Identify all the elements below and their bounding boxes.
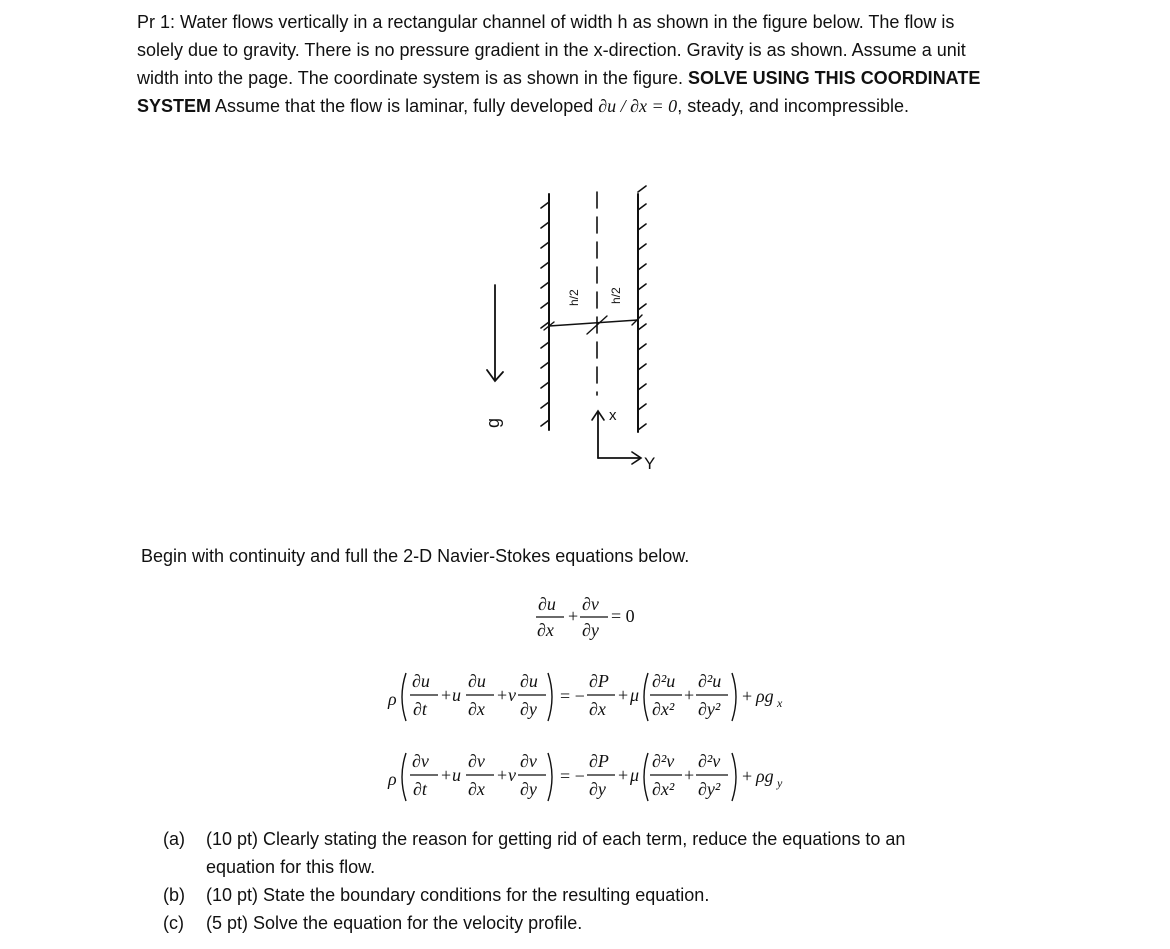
svg-text:∂y: ∂y	[582, 620, 599, 640]
svg-text:∂²u: ∂²u	[698, 671, 722, 691]
question-b	[163, 881, 905, 909]
half-width-label-right: h/2	[609, 287, 623, 304]
question-text-continued: equation for this flow.	[206, 857, 376, 877]
question-c	[163, 909, 905, 937]
problem-line-1: Pr 1: Water flows vertically in a rectangular channel of width h as shown in the figure below. The flow is	[137, 12, 955, 32]
svg-text:+: +	[742, 766, 753, 786]
width-dimension	[549, 320, 638, 326]
left-wall-hatching	[541, 202, 549, 426]
svg-text:= −: = −	[560, 766, 585, 786]
svg-text:+: +	[497, 685, 508, 705]
problem-statement	[137, 8, 1037, 120]
svg-text:+: +	[618, 765, 629, 785]
svg-text:ρ: ρ	[388, 689, 397, 709]
svg-text:u: u	[452, 765, 461, 785]
svg-text:+: +	[684, 765, 695, 785]
channel-figure	[470, 180, 700, 480]
svg-text:∂v: ∂v	[412, 751, 429, 771]
question-text: (5 pt) Solve the equation for the velocity profile.	[206, 913, 583, 933]
question-label: (c)	[163, 913, 184, 933]
svg-text:y: y	[777, 776, 783, 790]
problem-line-2: solely due to gravity. There is no pressure gradient in the x-direction. Gravity is as shown. Assume a unit	[137, 40, 966, 60]
svg-text:= 0: = 0	[611, 606, 635, 626]
svg-text:= −: = −	[560, 686, 585, 706]
problem-line-4-text: Assume that the flow is laminar, fully developed	[215, 96, 594, 116]
problem-line-3	[137, 64, 1037, 92]
problem-line-4-bold: SYSTEM	[137, 96, 212, 116]
svg-text:ρg: ρg	[756, 766, 774, 786]
svg-text:+: +	[441, 685, 452, 705]
svg-text:μ: μ	[630, 685, 640, 705]
problem-line-4-end: , steady, and incompressible.	[677, 96, 909, 116]
svg-text:∂x: ∂x	[468, 699, 485, 719]
question-text: (10 pt) Clearly stating the reason for getting rid of each term, reduce the equations to an	[206, 829, 906, 849]
right-wall-hatching	[638, 186, 646, 430]
fully-developed-condition: ∂u / ∂x = 0	[598, 96, 678, 116]
x-momentum-equation	[384, 665, 804, 735]
svg-text:∂²v: ∂²v	[652, 751, 675, 771]
question-label: (b)	[163, 885, 185, 905]
svg-text:∂x: ∂x	[589, 699, 606, 719]
question-text: (10 pt) State the boundary conditions for the resulting equation.	[206, 885, 710, 905]
problem-line-4	[137, 92, 1037, 120]
svg-text:+: +	[568, 606, 579, 626]
svg-text:∂x: ∂x	[468, 779, 485, 799]
svg-text:v: v	[508, 685, 516, 705]
svg-text:x: x	[777, 696, 783, 710]
svg-text:ρg: ρg	[756, 686, 774, 706]
svg-text:∂v: ∂v	[582, 594, 599, 614]
svg-text:u: u	[452, 685, 461, 705]
y-axis-label: Y	[644, 454, 656, 473]
svg-text:μ: μ	[630, 765, 640, 785]
x-axis-label: x	[609, 407, 617, 424]
question-list	[163, 825, 905, 937]
svg-text:∂y: ∂y	[520, 779, 537, 799]
svg-text:+: +	[497, 765, 508, 785]
svg-text:∂²v: ∂²v	[698, 751, 721, 771]
svg-text:v: v	[508, 765, 516, 785]
svg-text:∂u: ∂u	[538, 594, 556, 614]
svg-text:∂x²: ∂x²	[652, 699, 675, 719]
svg-text:∂P: ∂P	[589, 671, 609, 691]
question-a	[163, 825, 905, 881]
svg-text:∂u: ∂u	[468, 671, 486, 691]
svg-text:∂y: ∂y	[520, 699, 537, 719]
svg-text:∂t: ∂t	[413, 779, 427, 799]
svg-text:∂v: ∂v	[468, 751, 485, 771]
svg-text:∂y: ∂y	[589, 779, 606, 799]
svg-text:∂y²: ∂y²	[698, 699, 721, 719]
svg-text:∂x: ∂x	[537, 620, 554, 640]
svg-text:∂x²: ∂x²	[652, 779, 675, 799]
svg-text:∂u: ∂u	[520, 671, 538, 691]
svg-text:∂²u: ∂²u	[652, 671, 676, 691]
svg-text:∂u: ∂u	[412, 671, 430, 691]
question-label: (a)	[163, 829, 185, 849]
svg-text:∂P: ∂P	[589, 751, 609, 771]
svg-text:∂y²: ∂y²	[698, 779, 721, 799]
svg-text:+: +	[684, 685, 695, 705]
problem-line-3-text: width into the page. The coordinate system is as shown in the figure.	[137, 68, 683, 88]
gravity-label: g	[483, 417, 503, 428]
problem-line-3-bold: SOLVE USING THIS COORDINATE	[688, 68, 981, 88]
svg-text:∂v: ∂v	[520, 751, 537, 771]
y-momentum-equation	[384, 745, 804, 815]
svg-text:∂t: ∂t	[413, 699, 427, 719]
svg-text:+: +	[742, 686, 753, 706]
half-width-label-left: h/2	[567, 289, 581, 306]
instruction-text: Begin with continuity and full the 2-D Navier-Stokes equations below.	[141, 546, 690, 566]
svg-text:+: +	[618, 685, 629, 705]
svg-text:ρ: ρ	[388, 769, 397, 789]
svg-text:+: +	[441, 765, 452, 785]
continuity-equation	[530, 590, 640, 642]
